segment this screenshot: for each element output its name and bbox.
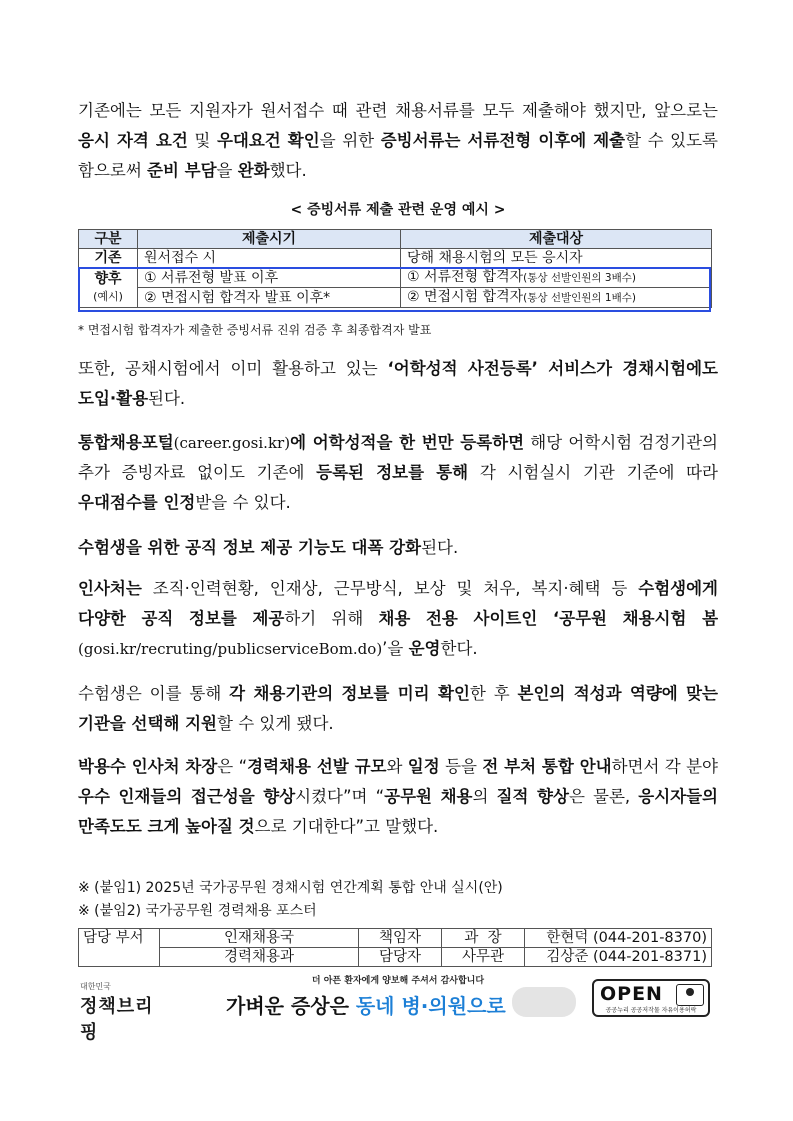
paragraph-site xyxy=(78,574,718,664)
text: 시켰다”며 “ xyxy=(295,787,385,806)
text: 하기 위해 xyxy=(284,609,379,628)
title: 사무관 xyxy=(442,948,525,967)
emphasis: 우수 인재들의 접근성을 향상 xyxy=(78,787,296,806)
emphasis: 응시자들의 만족도도 크게 높아질 것 xyxy=(78,787,718,836)
role: 담당자 xyxy=(359,948,442,967)
text: 의 xyxy=(472,787,497,806)
emphasis: 수험생을 위한 공직 정보 제공 기능도 대폭 강화 xyxy=(78,538,422,557)
text: 해당 어학시험 검정기관의 추가 증빙자료 없이도 기존에 xyxy=(78,433,718,482)
paragraph-portal xyxy=(78,428,718,518)
table-footnote: * 면접시험 합격자가 제출한 증빙서류 진위 검증 후 최종합격자 발표 xyxy=(78,323,432,337)
text: 을 xyxy=(216,161,238,180)
row-label xyxy=(79,268,138,308)
paragraph-info-heading xyxy=(78,533,718,563)
emphasis: 등록된 정보를 통해 xyxy=(316,463,469,482)
paragraph-applicants xyxy=(78,679,718,739)
text: 할 수 있게 됐다. xyxy=(217,714,334,733)
target-note: (통상 선발인원의 1배수) xyxy=(523,292,636,304)
health-campaign-banner[interactable] xyxy=(220,973,576,1019)
attribution-icon xyxy=(676,984,704,1006)
emphasis: 각 채용기관의 정보를 미리 확인 xyxy=(229,684,470,703)
emphasis: 공무원 채용 xyxy=(384,787,473,806)
text: 을 위한 xyxy=(319,131,381,150)
text: 은 “ xyxy=(217,757,248,776)
korea-policy-briefing-logo[interactable] xyxy=(80,981,170,1044)
emphasis: 본인의 적성과 역량에 맞는 기관을 선택해 지원 xyxy=(78,684,718,733)
paragraph-document-submission xyxy=(78,96,718,186)
text: 할 수 있도록 함으로써 xyxy=(78,131,718,180)
pill-icon xyxy=(512,987,576,1017)
text: 기존에는 모든 지원자가 원서접수 때 관련 채용서류를 모두 제출해야 했지만, 앞으로는 xyxy=(78,101,718,120)
emphasis: 응시 자격 요건 xyxy=(78,131,188,150)
text: 은 물론, xyxy=(568,787,639,806)
emphasis: 에 어학성적을 한 번만 등록하면 xyxy=(290,433,525,452)
site-url: (gosi.kr/recruting/publicserviceBom.do) xyxy=(78,640,383,658)
emphasis: 질적 향상 xyxy=(496,787,569,806)
dept-label: 담당 부서 xyxy=(79,929,160,967)
emphasis: 전 부처 통합 안내 xyxy=(482,757,612,776)
contact-name: 김상준 (044-201-8371) xyxy=(525,948,712,967)
text: 수험생은 이를 통해 xyxy=(78,684,230,703)
text: 하면서 각 분야 xyxy=(611,757,718,776)
paragraph-quote xyxy=(78,752,718,842)
emphasis: 우대점수를 인정 xyxy=(78,493,196,512)
logo-top-text: 대한민국 xyxy=(80,982,111,991)
header-target: 제출대상 xyxy=(401,230,712,249)
banner-tag: 더 아픈 환자에게 양보해 주셔서 감사합니다 xyxy=(311,976,485,986)
table-row xyxy=(79,268,712,288)
kogl-open-license-logo[interactable] xyxy=(592,979,710,1017)
emphasis: 경력채용 선발 규모 xyxy=(247,757,387,776)
row-timing: 원서접수 시 xyxy=(138,249,401,268)
emphasis: ‘어학성적 사전등록’ 서비스가 경채시험에도 도입·활용 xyxy=(78,359,718,408)
text: 했다. xyxy=(269,161,307,180)
row-target xyxy=(401,268,712,288)
text: 된다. xyxy=(148,389,186,408)
slogan-part-b: 동네 병·의원으로 xyxy=(355,994,506,1018)
target-note: (통상 선발인원의 3배수) xyxy=(523,272,636,284)
row-label-main: 향후 xyxy=(94,270,122,287)
emphasis: 수험생에게 다양한 공직 정보를 제공 xyxy=(78,579,718,628)
row-timing: ① 서류전형 발표 이후 xyxy=(138,268,401,288)
header-category: 구분 xyxy=(79,230,138,249)
emphasis: 채용 전용 사이트인 ‘공무원 채용시험 봄 xyxy=(378,609,719,628)
row-label-sub: (예시) xyxy=(93,289,123,303)
text: 또한, 공채시험에서 이미 활용하고 있는 xyxy=(78,359,388,378)
footer xyxy=(78,973,718,1043)
row-target xyxy=(401,288,712,308)
emphasis: 증빙서류는 서류전형 이후에 제출 xyxy=(380,131,626,150)
table-row xyxy=(79,948,712,967)
text: 등을 xyxy=(439,757,483,776)
emphasis: 일정 xyxy=(407,757,440,776)
contact-table xyxy=(78,928,712,967)
text: ’을 xyxy=(382,639,409,658)
attachment-2: ※ (붙임2) 국가공무원 경력채용 포스터 xyxy=(78,903,317,919)
text: 각 시험실시 기관 기준에 따라 xyxy=(468,463,718,482)
row-label: 기존 xyxy=(79,249,138,268)
emphasis: 통합채용포털 xyxy=(78,433,174,452)
attachment-1: ※ (붙임1) 2025년 국가공무원 경채시험 연간계획 통합 안내 실시(안) xyxy=(78,880,503,896)
table-row xyxy=(79,249,712,268)
text: 한다. xyxy=(440,639,478,658)
contact-name: 한현덕 (044-201-8370) xyxy=(525,929,712,948)
paragraph-language-score xyxy=(78,354,718,414)
text: 받을 수 있다. xyxy=(195,493,291,512)
target-text: ② 면접시험 합격자 xyxy=(407,289,524,305)
emphasis: 준비 부담 xyxy=(147,161,217,180)
role: 책임자 xyxy=(359,929,442,948)
logo-main-text: 정책브리핑 xyxy=(80,996,154,1043)
table-caption: < 증빙서류 제출 관련 운영 예시 > xyxy=(290,202,506,218)
text: 조직·인력현황, 인재상, 근무방식, 보상 및 처우, 복지·혜택 등 xyxy=(141,579,639,598)
example-table xyxy=(78,229,712,308)
row-target: 당해 채용시험의 모든 응시자 xyxy=(401,249,712,268)
division: 경력채용과 xyxy=(160,948,359,967)
open-word: OPEN xyxy=(600,983,663,1005)
portal-url: (career.gosi.kr) xyxy=(173,434,291,452)
emphasis: 우대요건 확인 xyxy=(216,131,320,150)
text: 한 후 xyxy=(469,684,518,703)
emphasis: 박용수 인사처 차장 xyxy=(78,757,218,776)
target-text: ① 서류전형 합격자 xyxy=(407,269,524,285)
row-timing: ② 면접시험 합격자 발표 이후* xyxy=(138,288,401,308)
table-row xyxy=(79,929,712,948)
text: 및 xyxy=(187,131,217,150)
title: 과 장 xyxy=(442,929,525,948)
bureau: 인재채용국 xyxy=(160,929,359,948)
emphasis: 인사처는 xyxy=(78,579,142,598)
text: 으로 기대한다”고 말했다. xyxy=(254,817,439,836)
table-row xyxy=(79,288,712,308)
emphasis: 운영 xyxy=(408,639,441,658)
table-header-row xyxy=(79,230,712,249)
slogan-part-a: 가벼운 증상은 xyxy=(226,994,356,1018)
emphasis: 완화 xyxy=(237,161,270,180)
header-timing: 제출시기 xyxy=(138,230,401,249)
text: 와 xyxy=(386,757,408,776)
text: 된다. xyxy=(421,538,459,557)
open-caption: 공공누리 공공저작물 자유이용허락 xyxy=(605,1007,697,1014)
